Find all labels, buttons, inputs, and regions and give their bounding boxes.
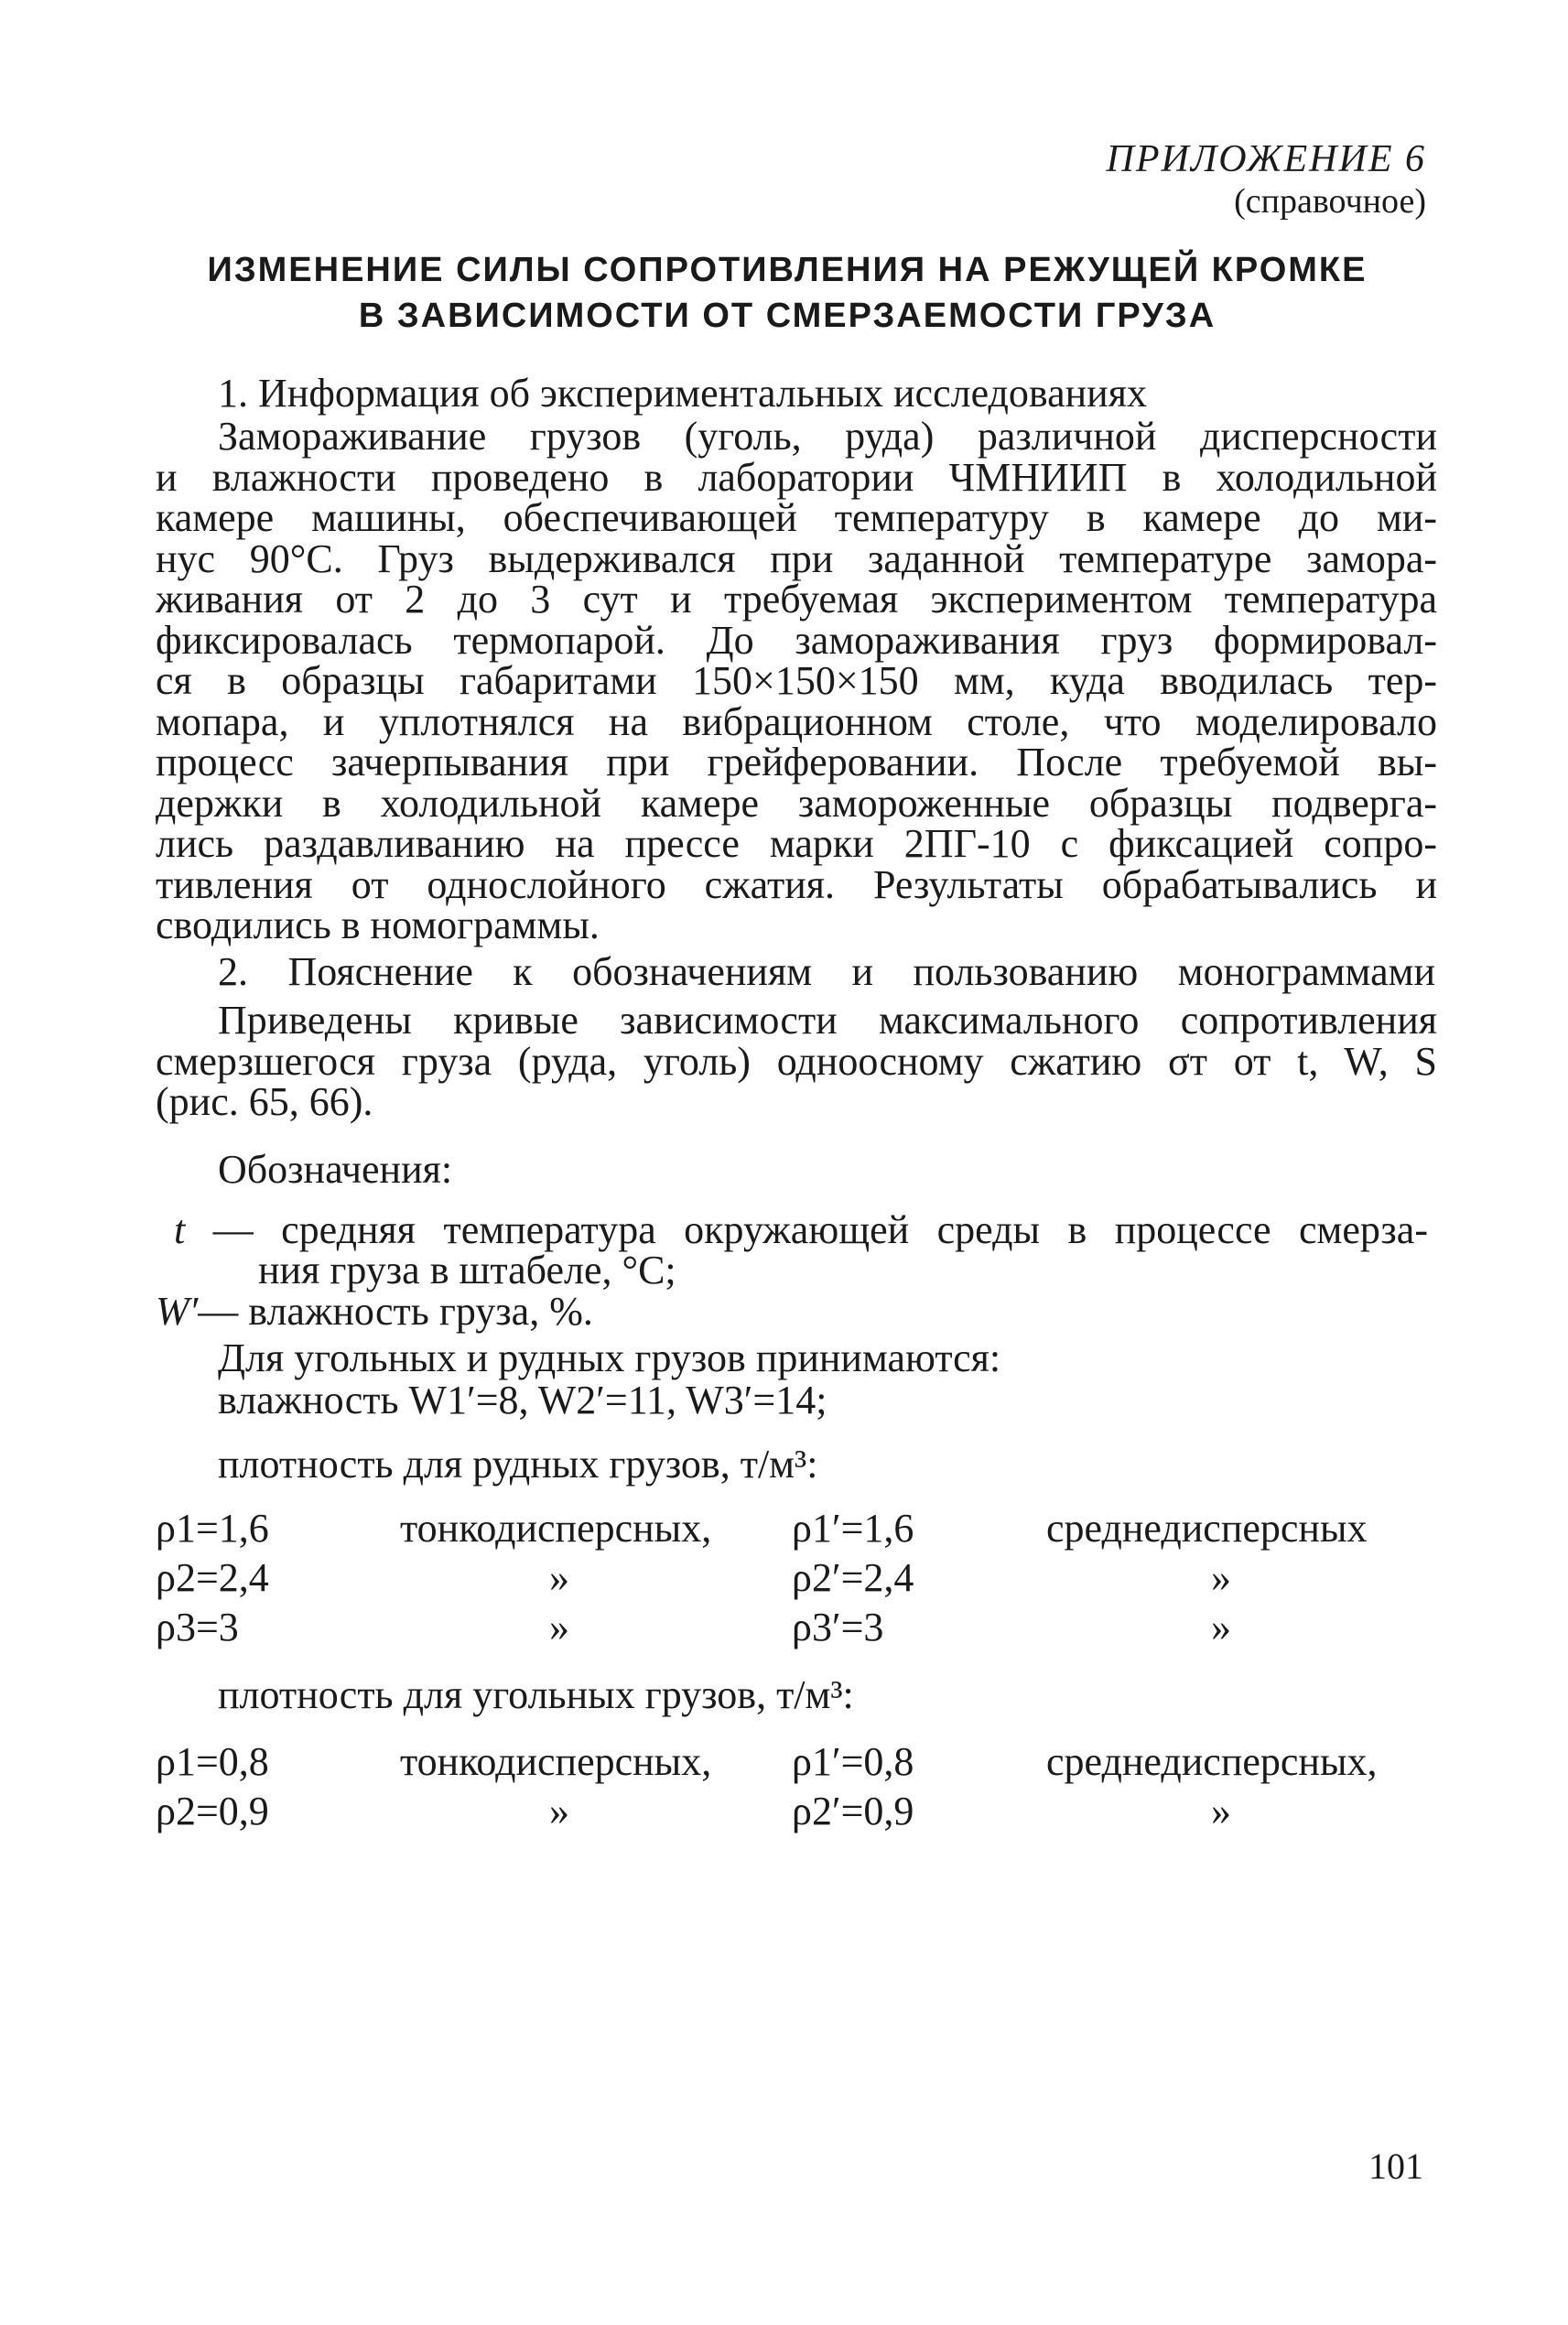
section-1-paragraph — [156, 416, 1437, 946]
paragraph-line: сводились в номограммы. — [156, 903, 600, 947]
designations-label: Обозначения: — [218, 1147, 453, 1192]
density-value-prime: ρ1′=0,8 — [792, 1739, 914, 1784]
paragraph-line: ся в образцы габаритами 150×150×150 мм, куда вводилась тер- — [156, 658, 1437, 703]
page-title — [156, 247, 1419, 339]
section-2-paragraph — [156, 1000, 1437, 1123]
dispersion-type: тонкодисперсных, — [400, 1739, 712, 1784]
symbol-t: t — [174, 1207, 186, 1252]
density-value: ρ2=0,9 — [156, 1789, 269, 1833]
section-2-heading: 2. Пояснение к обозначениям и пользованию монограммами — [218, 949, 1435, 994]
ore-density-heading: плотность для рудных грузов, т/м³: — [218, 1442, 818, 1487]
ditto-mark: » — [1211, 1555, 1231, 1600]
coal-density-row — [0, 1739, 1568, 1785]
page-number: 101 — [1368, 2146, 1423, 2187]
density-value: ρ1=0,8 — [156, 1739, 269, 1784]
definition-moisture — [156, 1289, 593, 1334]
title-line-2: В ЗАВИСИМОСТИ ОТ СМЕРЗАЕМОСТИ ГРУЗА — [358, 297, 1217, 335]
appendix-label: ПРИЛОЖЕНИЕ 6 — [1106, 138, 1426, 180]
density-value-prime: ρ2′=2,4 — [792, 1555, 914, 1600]
moisture-values: влажность W1′=8, W2′=11, W3′=14; — [218, 1378, 827, 1422]
paragraph-line: Замораживание грузов (уголь, руда) различной дисперсности — [218, 414, 1437, 459]
paragraph-line: держки в холодильной камере замороженные образцы подверга- — [156, 780, 1437, 826]
density-value: ρ2=2,4 — [156, 1555, 269, 1600]
density-value-prime: ρ2′=0,9 — [792, 1789, 914, 1833]
dispersion-type: тонкодисперсных, — [400, 1506, 712, 1551]
paragraph-line: смерзшегося груза (руда, уголь) одноосному сжатию σт от t, W, S — [156, 1038, 1437, 1084]
dispersion-type-prime: среднедисперсных, — [1046, 1739, 1378, 1784]
ditto-mark: » — [549, 1789, 569, 1833]
density-value-prime: ρ3′=3 — [792, 1605, 884, 1649]
paragraph-line: лись раздавливанию на прессе марки 2ПГ-10 с фиксацией сопро- — [156, 821, 1437, 866]
density-value: ρ3=3 — [156, 1605, 239, 1649]
paragraph-line: Приведены кривые зависимости максимального сопротивления — [218, 998, 1437, 1043]
definition-temperature — [174, 1207, 1428, 1292]
definition-temperature-line-2: ния груза в штабеле, °С; — [258, 1248, 676, 1292]
density-value-prime: ρ1′=1,6 — [792, 1506, 914, 1551]
ore-density-row — [0, 1605, 1568, 1650]
symbol-w: W′ — [156, 1289, 199, 1334]
coal-density-heading: плотность для угольных грузов, т/м³: — [218, 1672, 854, 1717]
paragraph-line: живания от 2 до 3 сут и требуемая экспериментом температура — [156, 577, 1437, 622]
accepted-values-intro: Для угольных и рудных грузов принимаются: — [218, 1336, 1001, 1380]
paragraph-line: нус 90°С. Груз выдерживался при заданной температуре замора- — [156, 535, 1437, 581]
definition-temperature-text: — средняя температура окружающей среды в процессе смерза- — [212, 1207, 1428, 1252]
definition-temperature-line-1 — [174, 1207, 1428, 1252]
coal-density-row — [0, 1789, 1568, 1834]
section-1-heading: 1. Информация об экспериментальных исследованиях — [218, 371, 1147, 416]
density-value: ρ1=1,6 — [156, 1506, 269, 1551]
ditto-mark: » — [549, 1555, 569, 1600]
ditto-mark: » — [1211, 1789, 1231, 1833]
dispersion-type-prime: среднедисперсных — [1046, 1506, 1368, 1551]
paragraph-line: фиксировалась термопарой. До замораживания груз формировал- — [156, 617, 1437, 663]
appendix-type: (справочное) — [1234, 182, 1426, 221]
paragraph-line: мопара, и уплотнялся на вибрационном столе, что моделировало — [156, 698, 1437, 744]
ore-density-row — [0, 1506, 1568, 1552]
paragraph-line: тивления от однослойного сжатия. Результаты обрабатывались и — [156, 861, 1437, 907]
definition-moisture-text: — влажность груза, %. — [198, 1289, 593, 1334]
paragraph-line: (рис. 65, 66). — [156, 1079, 373, 1124]
paragraph-line: камере машины, обеспечивающей температуру в камере до ми- — [156, 495, 1437, 540]
paragraph-line: и влажности проведено в лаборатории ЧМНИИП в холодильной — [156, 454, 1437, 500]
ore-density-row — [0, 1555, 1568, 1601]
title-line-1: ИЗМЕНЕНИЕ СИЛЫ СОПРОТИВЛЕНИЯ НА РЕЖУЩЕЙ КРОМКЕ — [207, 251, 1368, 289]
ditto-mark: » — [1211, 1605, 1231, 1649]
paragraph-line: процесс зачерпывания при грейферовании. После требуемой вы- — [156, 740, 1437, 784]
ditto-mark: » — [549, 1605, 569, 1649]
